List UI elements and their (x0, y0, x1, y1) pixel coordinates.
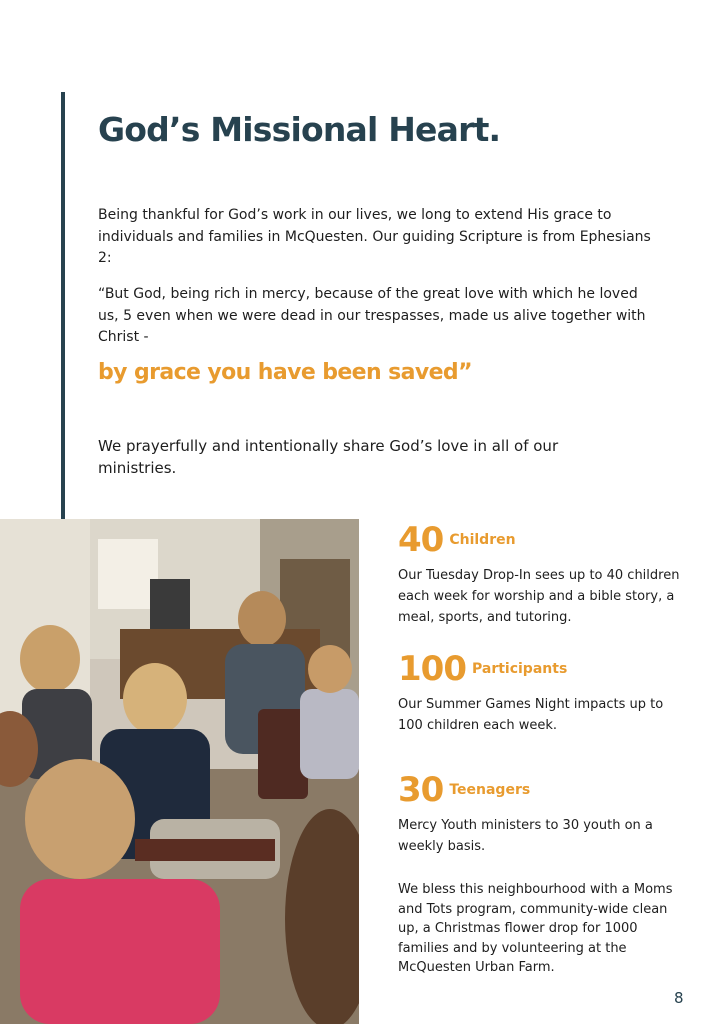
stat-label: Participants (471, 661, 568, 677)
stat-label: Children (449, 532, 516, 548)
page-number: 8 (674, 989, 684, 1007)
stat-number: 40 (398, 520, 444, 560)
vertical-accent-bar (61, 92, 65, 520)
intro-paragraph: Being thankful for God’s work in our lives, we long to extend His grace to individuals and families in McQuesten. Our guiding Scripture is from Ephesians 2: (98, 207, 651, 266)
stat-number: 100 (398, 649, 466, 689)
stat-description: Mercy Youth ministers to 30 youth on a weekly basis. (398, 818, 653, 854)
commitment-statement: We prayerfully and intentionally share God’s love in all of our ministries. (98, 437, 559, 477)
stat-children (398, 520, 688, 628)
stat-participants (398, 649, 688, 736)
scripture-quote: “But God, being rich in mercy, because of the great love with which he loved us, 5 even when we were dead in our trespasses, made us alive together with Christ - (98, 286, 646, 345)
stat-description: Our Tuesday Drop-In sees up to 40 children each week for worship and a bible story, a meal, sports, and tutoring. (398, 568, 680, 625)
stat-number: 30 (398, 770, 444, 810)
stat-description: Our Summer Games Night impacts up to 100 children each week. (398, 697, 664, 733)
children-worship-photo (0, 519, 359, 1024)
stat-label: Teenagers (449, 782, 531, 798)
stat-teenagers (398, 770, 688, 857)
scripture-highlight: by grace you have been saved” (98, 360, 472, 385)
closing-paragraph: We bless this neighbourhood with a Moms and Tots program, community-wide clean up, a Christmas flower drop for 1000 families and by volunteering at the McQuesten Urban Farm. (398, 882, 673, 975)
page-title: God’s Missional Heart. (98, 110, 501, 149)
